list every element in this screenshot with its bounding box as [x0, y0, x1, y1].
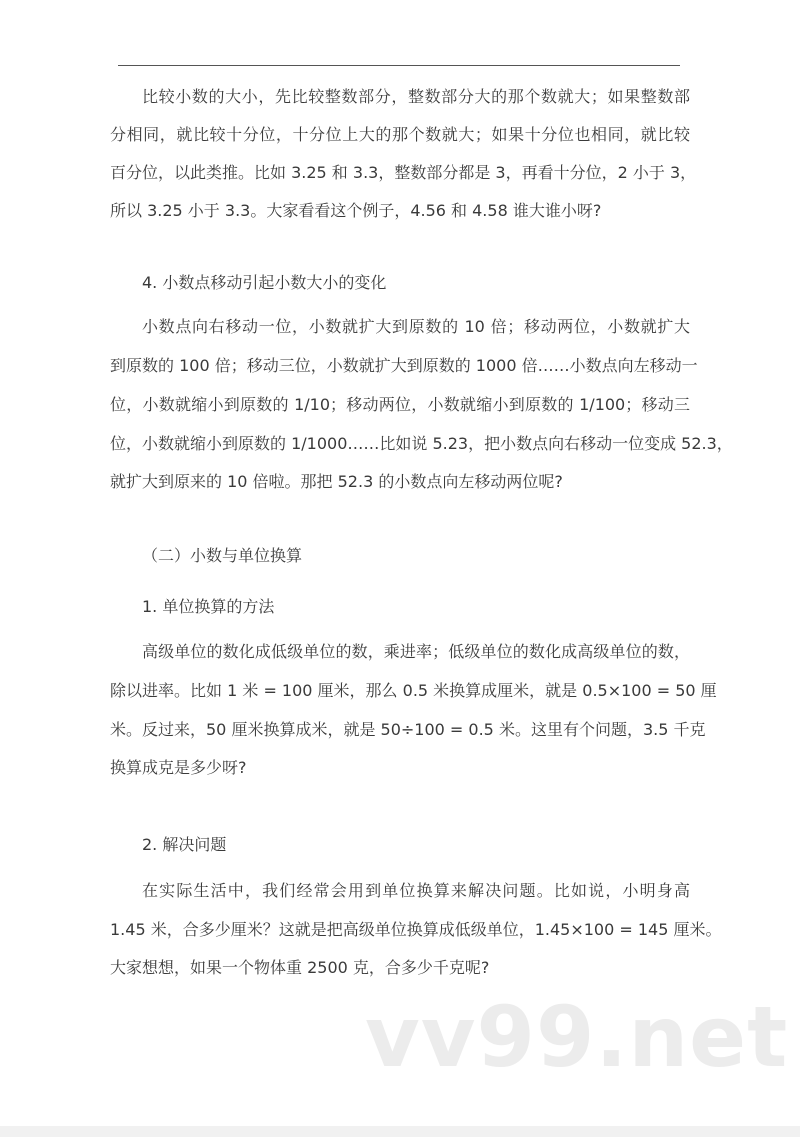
text-line: 百分位，以此类推。比如 3.25 和 3.3，整数部分都是 3，再看十分位，2 小于 3，: [110, 163, 697, 182]
section-heading-unit-conversion: （二）小数与单位换算: [142, 546, 303, 565]
text-line: 除以进率。比如 1 米 = 100 厘米，那么 0.5 米换算成厘米，就是 0.5×100 = 50 厘: [110, 681, 717, 700]
text-line: 大家想想，如果一个物体重 2500 克，合多少千克呢?: [110, 958, 490, 977]
text-line: 小数点向右移动一位，小数就扩大到原数的 10 倍；移动两位，小数就扩大: [142, 317, 690, 336]
text-line: 高级单位的数化成低级单位的数，乘进率；低级单位的数化成高级单位的数，: [142, 642, 690, 661]
text-line: 位，小数就缩小到原数的 1/1000……比如说 5.23，把小数点向右移动一位变成 52.3，: [110, 434, 733, 453]
text-line: 米。反过来，50 厘米换算成米，就是 50÷100 = 0.5 米。这里有个问题，3.5 千克: [110, 720, 706, 739]
text-line: 在实际生活中，我们经常会用到单位换算来解决问题。比如说，小明身高: [142, 881, 690, 900]
header-rule: [118, 65, 680, 66]
heading-decimal-point-move: 4. 小数点移动引起小数大小的变化: [142, 273, 387, 292]
text-line: 就扩大到原来的 10 倍啦。那把 52.3 的小数点向左移动两位呢?: [110, 472, 563, 491]
text-line: 到原数的 100 倍；移动三位，小数就扩大到原数的 1000 倍……小数点向左移动一: [110, 356, 698, 375]
heading-conversion-method: 1. 单位换算的方法: [142, 597, 275, 616]
watermark: vv99.net: [365, 988, 789, 1086]
text-line: 所以 3.25 小于 3.3。大家看看这个例子，4.56 和 4.58 谁大谁小呀?: [110, 201, 602, 220]
text-line: 位，小数就缩小到原数的 1/10；移动两位，小数就缩小到原数的 1/100；移动三: [110, 395, 690, 414]
text-line: 1.45 米，合多少厘米？这就是把高级单位换算成低级单位，1.45×100 = 145 厘米。: [110, 920, 722, 939]
heading-problem-solving: 2. 解决问题: [142, 835, 227, 854]
page-bottom-edge: [0, 1126, 800, 1137]
text-line: 换算成克是多少呀?: [110, 758, 247, 777]
text-line: 比较小数的大小，先比较整数部分，整数部分大的那个数就大；如果整数部: [142, 87, 690, 106]
text-line: 分相同，就比较十分位，十分位上大的那个数就大；如果十分位也相同，就比较: [110, 125, 690, 144]
